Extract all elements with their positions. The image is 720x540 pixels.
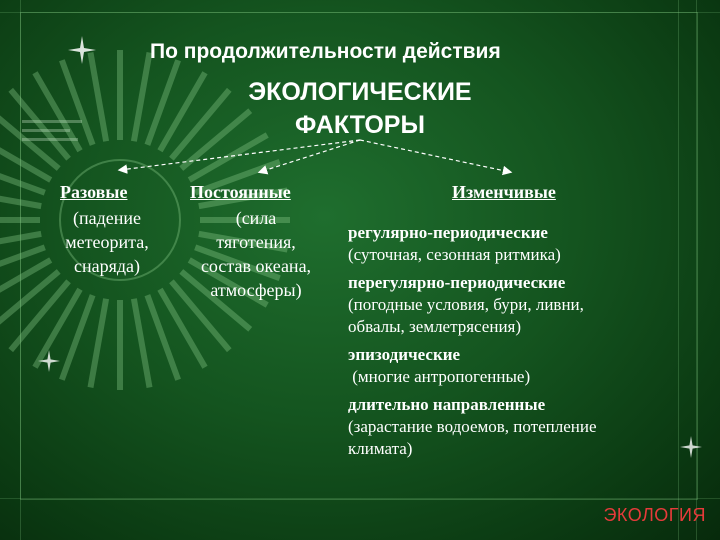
column-text-line: снаряда) (73, 256, 141, 276)
column-body-single (48, 206, 166, 278)
variable-factors-list (348, 222, 693, 466)
list-item (348, 272, 693, 338)
list-item (348, 344, 693, 388)
factor-example: климата) (348, 439, 413, 458)
factor-example: (погодные условия, бури, ливни, (348, 295, 584, 314)
column-text-line: атмосферы) (210, 280, 302, 300)
factor-example: (суточная, сезонная ритмика) (348, 245, 561, 264)
arrow-icon (260, 140, 360, 172)
subtitle: По продолжительности действия (150, 40, 501, 63)
title-line: ЭКОЛОГИЧЕСКИЕ (248, 78, 472, 106)
factor-example: (многие антропогенные) (348, 367, 531, 386)
column-text-line: метеорита, (65, 232, 149, 252)
column-text-line: (падение (72, 208, 142, 228)
list-item (348, 394, 693, 460)
factor-type: регулярно-периодические (348, 223, 548, 242)
column-heading-variable: Изменчивые (452, 182, 556, 202)
column-text-line: (сила (235, 208, 277, 228)
factor-type: перегулярно-периодические (348, 273, 566, 292)
column-heading-permanent: Постоянные (190, 182, 291, 202)
factor-example: обвалы, землетрясения) (348, 317, 522, 336)
column-text-line: состав океана, (200, 256, 312, 276)
arrow-icon (360, 140, 510, 172)
footer-label: ЭКОЛОГИЯ (603, 505, 706, 525)
list-item (348, 222, 693, 266)
arrow-icon (120, 140, 360, 170)
factor-type: эпизодические (348, 345, 461, 364)
column-heading-single: Разовые (60, 182, 128, 202)
factor-example: (зарастание водоемов, потепление (348, 417, 597, 436)
column-text-line: тяготения, (216, 232, 296, 252)
title-line: ФАКТОРЫ (295, 111, 425, 139)
factor-type: длительно направленные (348, 395, 546, 414)
column-body-permanent (178, 206, 334, 302)
